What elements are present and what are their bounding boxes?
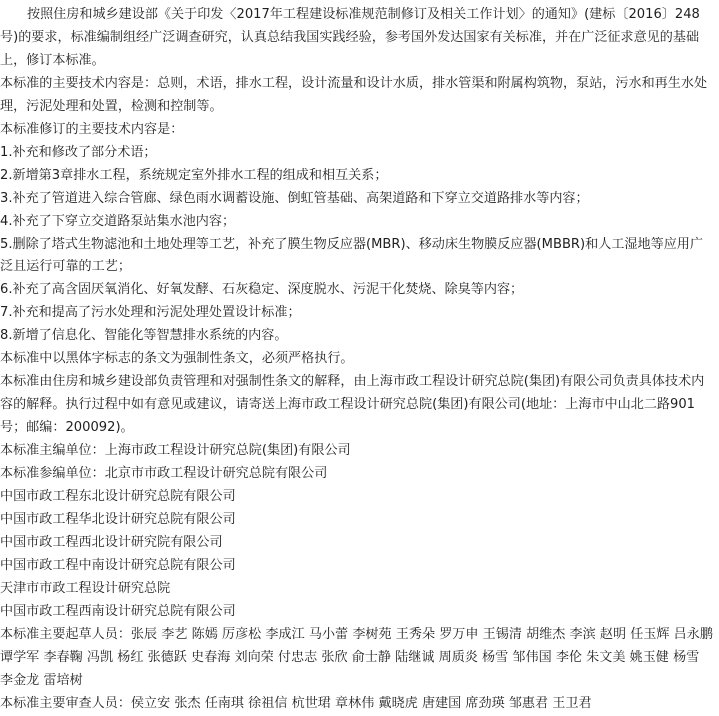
participating-unit-7: 中国市政工程西南设计研究总院有限公司: [0, 603, 236, 619]
revision-item-4: 4.补充了下穿立交道路泵站集水池内容；: [0, 213, 236, 229]
revision-item-3: 3.补充了管道进入综合管廊、绿色雨水调蓄设施、倒虹管基础、高架道路和下穿立交道路排水等内容；: [0, 190, 589, 206]
main-technical-contents: 本标准的主要技术内容是：总则，术语，排水工程，设计流量和设计水质，排水管渠和附属构筑物，泵站，污水和再生水处理，污泥处理和处置，检测和控制等。: [0, 75, 708, 114]
chief-editor-unit: 本标准主编单位：上海市政工程设计研究总院(集团)有限公司: [0, 443, 351, 459]
management-and-interpretation: 本标准由住房和城乡建设部负责管理和对强制性条文的解释，由上海市政工程设计研究总院(集团)有限公司负责具体技术内容的解释。执行过程中如有意见或建议，请寄送上海市政工程设计研究总院(集团)有限公司(地址：上海市中山北二路901号；邮编：200092)。: [0, 374, 705, 436]
revision-item-7: 7.补充和提高了污水处理和污泥处理处置设计标准；: [0, 305, 301, 321]
revision-item-5: 5.删除了塔式生物滤池和土地处理等工艺，补充了膜生物反应器(MBR)、移动床生物膜反应器(MBBR)和人工湿地等应用广泛且运行可靠的工艺；: [0, 236, 703, 275]
participating-unit-2: 中国市政工程东北设计研究总院有限公司: [0, 489, 236, 505]
preface-paragraph-basis: 按照住房和城乡建设部《关于印发〈2017年工程建设标准规范制修订及相关工作计划〉的通知》(建标〔2016〕248号)的要求，标准编制组经广泛调查研究，认真总结我国实践经验，参考国外发达国家有关标准，并在广泛征求意见的基础上，修订本标准。: [0, 7, 700, 68]
mandatory-provisions-note: 本标准中以黑体字标志的条文为强制性条文，必须严格执行。: [0, 351, 354, 367]
revision-item-2: 2.新增第3章排水工程，系统规定室外排水工程的组成和相互关系；: [0, 167, 388, 183]
participating-unit-6: 天津市市政工程设计研究总院: [0, 580, 171, 596]
participating-unit-5: 中国市政工程中南设计研究总院有限公司: [0, 557, 236, 573]
standard-preface-document: [0, 4, 716, 716]
participating-unit-3: 中国市政工程华北设计研究总院有限公司: [0, 511, 236, 527]
revision-contents-heading: 本标准修订的主要技术内容是：: [0, 121, 184, 137]
revision-item-6: 6.补充了高含固厌氧消化、好氧发酵、石灰稳定、深度脱水、污泥干化焚烧、除臭等内容；: [0, 282, 524, 298]
revision-item-1: 1.补充和修改了部分术语；: [0, 144, 157, 160]
participating-unit-1: 本标准参编单位：北京市市政工程设计研究总院有限公司: [0, 466, 328, 482]
participating-unit-4: 中国市政工程西北设计研究院有限公司: [0, 534, 223, 550]
main-reviewers: 本标准主要审查人员：侯立安 张杰 任南琪 徐祖信 杭世珺 章林伟 戴晓虎 唐建国 席劲瑛 邹惠君 王卫君: [0, 695, 592, 711]
main-drafters: 本标准主要起草人员：张辰 李艺 陈嫣 厉彦松 李成江 马小蕾 李树苑 王秀朵 罗万申 王锡清 胡维杰 李滨 赵明 任玉辉 吕永鹏 谭学军 李春鞠 冯凯 杨红 张德跃 史春海 刘向荣 付忠志 张欣 俞士静 陆继诚 周质炎 杨雪 邹伟国 李伦 朱文美 姚玉健 杨雪 李金龙 雷培树: [0, 626, 713, 688]
revision-item-8: 8.新增了信息化、智能化等智慧排水系统的内容。: [0, 328, 288, 344]
